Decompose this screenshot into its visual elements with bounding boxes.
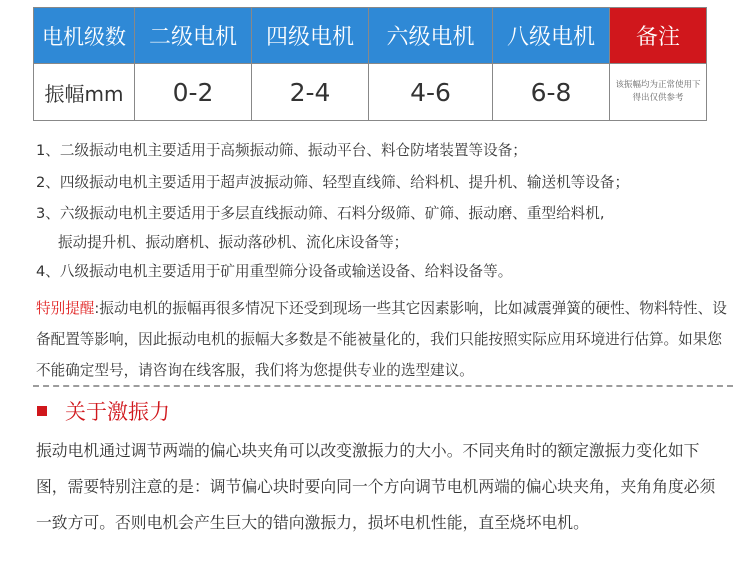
- header-remarks: 备注: [610, 8, 707, 64]
- value-four-pole: 2-4: [252, 64, 369, 121]
- motor-amplitude-table: [33, 7, 707, 121]
- section-bullet-icon: [37, 406, 47, 416]
- header-eight-pole: 八级电机: [493, 8, 610, 64]
- value-two-pole: 0-2: [135, 64, 252, 121]
- usage-item-3: 3、六级振动电机主要适用于多层直线振动筛、石料分级筛、矿筛、振动磨、重型给料机,: [36, 205, 605, 222]
- section-title: 关于激振力: [65, 400, 170, 424]
- special-reminder: [36, 293, 736, 386]
- usage-item-1: 1、二级振动电机主要适用于高频振动筛、振动平台、料仓防堵装置等设备；: [36, 142, 527, 159]
- table-header-row: [34, 8, 707, 64]
- value-eight-pole: 6-8: [493, 64, 610, 121]
- reminder-label: 特别提醒: [36, 300, 95, 317]
- row-label-amplitude: 振幅mm: [34, 64, 135, 121]
- table-row-amplitude: [34, 64, 707, 121]
- header-four-pole: 四级电机: [252, 8, 369, 64]
- header-six-pole: 六级电机: [369, 8, 493, 64]
- usage-item-4: 4、八级振动电机主要适用于矿用重型筛分设备或输送设备、给料设备等。: [36, 263, 513, 280]
- dashed-divider: [33, 385, 733, 387]
- header-motor-poles: 电机级数: [34, 8, 135, 64]
- usage-item-2: 2、四级振动电机主要适用于超声波振动筛、轻型直线筛、给料机、提升机、输送机等设备；: [36, 174, 630, 191]
- remarks-note: 该振幅均为正常使用下得出仅供参考: [610, 64, 707, 121]
- usage-item-3-continued: 振动提升机、振动磨机、振动落砂机、流化床设备等；: [58, 234, 409, 251]
- section-body: 振动电机通过调节两端的偏心块夹角可以改变激振力的大小。不同夹角时的额定激振力变化如下图，需要特别注意的是：调节偏心块时要向同一个方向调节电机两端的偏心块夹角，夹角角度必须一致方可。否则电机会产生巨大的错向激振力，损坏电机性能，直至烧坏电机。: [36, 441, 716, 532]
- reminder-text: :振动电机的振幅再很多情况下还受到现场一些其它因素影响，比如减震弹簧的硬性、物料特性、设备配置等影响，因此振动电机的振幅大多数是不能被量化的，我们只能按照实际应用环境进行估算。如果您不能确定型号，请咨询在线客服，我们将为您提供专业的选型建议。: [36, 300, 727, 379]
- header-two-pole: 二级电机: [135, 8, 252, 64]
- value-six-pole: 4-6: [369, 64, 493, 121]
